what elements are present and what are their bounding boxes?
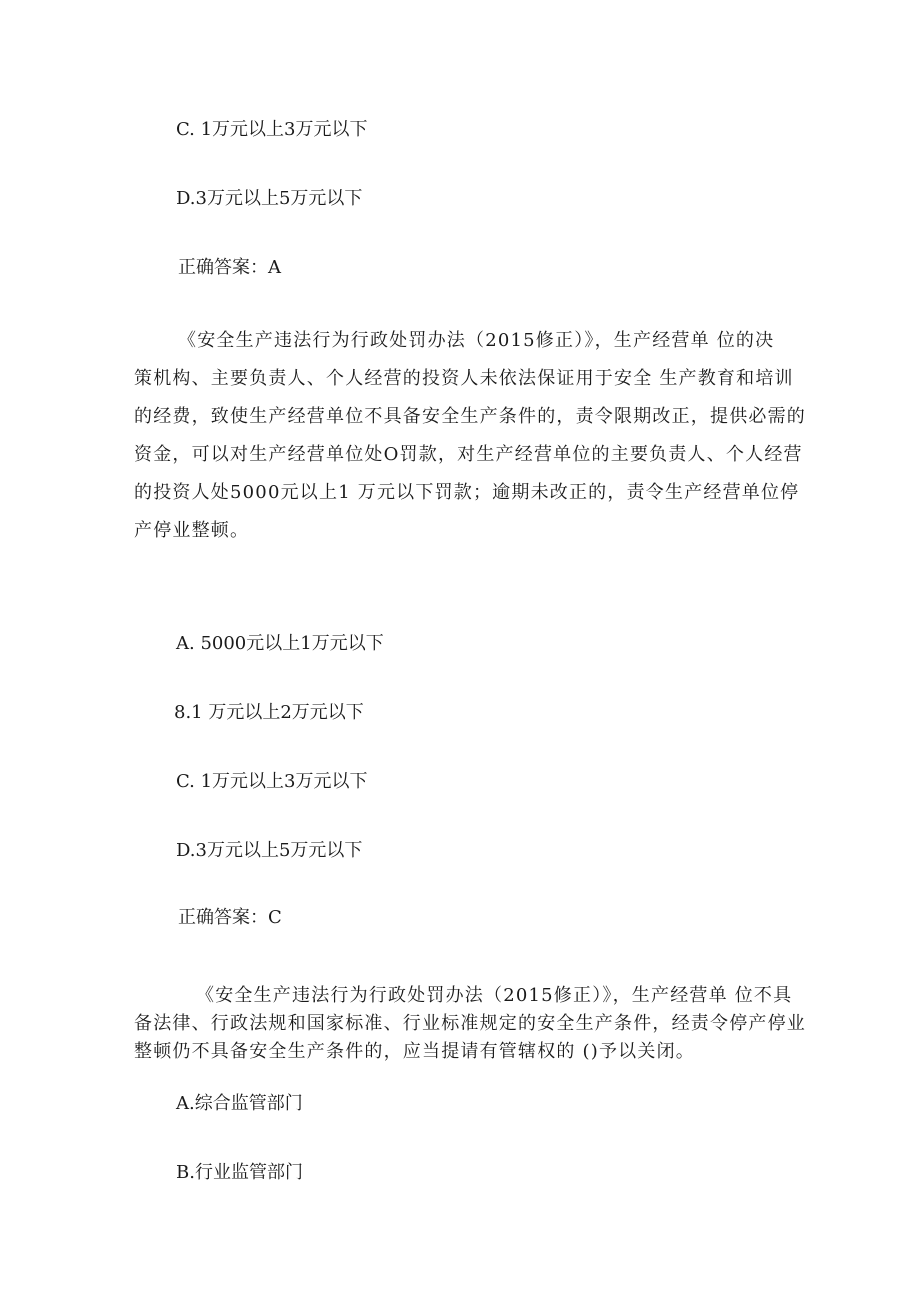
question-line: 策机构、主要负责人、个人经营的投资人未依法保证用于安全 生产教育和培训: [134, 368, 794, 389]
question-line: 《安全生产违法行为行政处罚办法（2015修正）》，生产经营单 位不具: [196, 985, 793, 1006]
option-c: C. 1万元以上3万元以下: [176, 119, 368, 140]
question-line: 产停业整顿。: [134, 520, 250, 541]
option-b: 8.1 万元以上2万元以下: [174, 702, 364, 723]
option-d: D.3万元以上5万元以下: [176, 840, 363, 861]
question-line: 备法律、行政法规和国家标准、行业标准规定的安全生产条件，经责令停产停业: [134, 1013, 806, 1034]
option-d: D.3万元以上5万元以下: [176, 188, 363, 209]
question-line: 整顿仍不具备安全生产条件的，应当提请有管辖权的 ()予以关闭。: [134, 1041, 695, 1062]
option-b: B.行业监管部门: [176, 1162, 303, 1183]
correct-answer: 正确答案：C: [178, 907, 282, 928]
question-3-text: [134, 982, 806, 1066]
question-line: 的投资人处5000元以上1 万元以下罚款；逾期未改正的，责令生产经营单位停: [134, 482, 800, 503]
question-line: 资金，可以对生产经营单位处O罚款，对生产经营单位的主要负责人、个人经营: [134, 444, 803, 465]
correct-answer: 正确答案：A: [178, 257, 281, 278]
option-c: C. 1万元以上3万元以下: [176, 771, 368, 792]
option-a: A.综合监管部门: [176, 1093, 303, 1114]
question-line: 《安全生产违法行为行政处罚办法（2015修正）》，生产经营单 位的决: [178, 330, 775, 351]
question-line: 的经费，致使生产经营单位不具备安全生产条件的，责令限期改正，提供必需的: [134, 406, 806, 427]
question-2-text: [134, 322, 806, 550]
option-a: A. 5000元以上1万元以下: [176, 633, 384, 654]
